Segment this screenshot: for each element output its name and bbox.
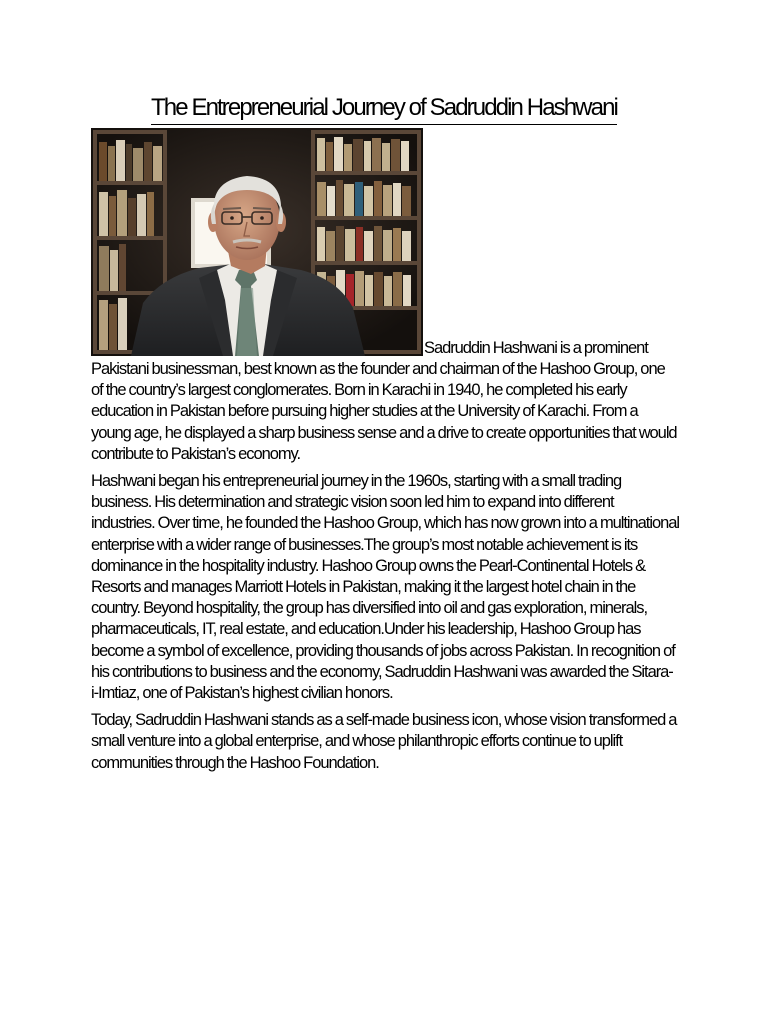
article-body: [91, 338, 679, 780]
paragraph-1: [91, 338, 679, 465]
paragraph-1-rest: Pakistani businessman, best known as the founder and chairman of the Hashoo Group, one of the country’s largest conglomerates. Born in Karachi in 1940, he completed his early education in Pakistan before pursuing higher studies at the University of Karachi. From a young age, he displayed a sharp business sense and a drive to create opportunities that would contribute to Pakistan’s economy.: [91, 360, 677, 463]
paragraph-3: Today, Sadruddin Hashwani stands as a self-made business icon, whose vision transformed a small venture into a global enterprise, and whose philanthropic efforts continue to uplift communities through the Hashoo Foundation.: [91, 711, 677, 772]
paragraph-2: Hashwani began his entrepreneurial journey in the 1960s, starting with a small trading business. His determination and strategic vision soon led him to expand into different industries. Over time, he founded the Hashoo Group, which has now grown into a multinational enterprise with a wider range of businesses.The group’s most notable achievement is its dominance in the hospitality industry. Hashoo Group owns the Pearl-Continental Hotels & Resorts and manages Marriott Hotels in Pakistan, making it the largest hotel chain in the country. Beyond hospitality, the group has diversified into oil and gas exploration, minerals, pharmaceuticals, IT, real estate, and education.Under his leadership, Hashoo Group has become a symbol of excellence, providing thousands of jobs across Pakistan. In recognition of his contributions to business and the economy, Sadruddin Hashwani was awarded the Sitara-i-Imtiaz, one of Pakistan’s highest civilian honors.: [91, 472, 679, 703]
paragraph-1-lead: Sadruddin Hashwani is a prominent: [424, 339, 648, 357]
document-title-text: The Entrepreneurial Journey of Sadruddin Hashwani: [151, 93, 617, 125]
portrait-photo: [91, 128, 423, 356]
document-title: [0, 86, 768, 125]
portrait-photo-icon: [91, 128, 423, 356]
